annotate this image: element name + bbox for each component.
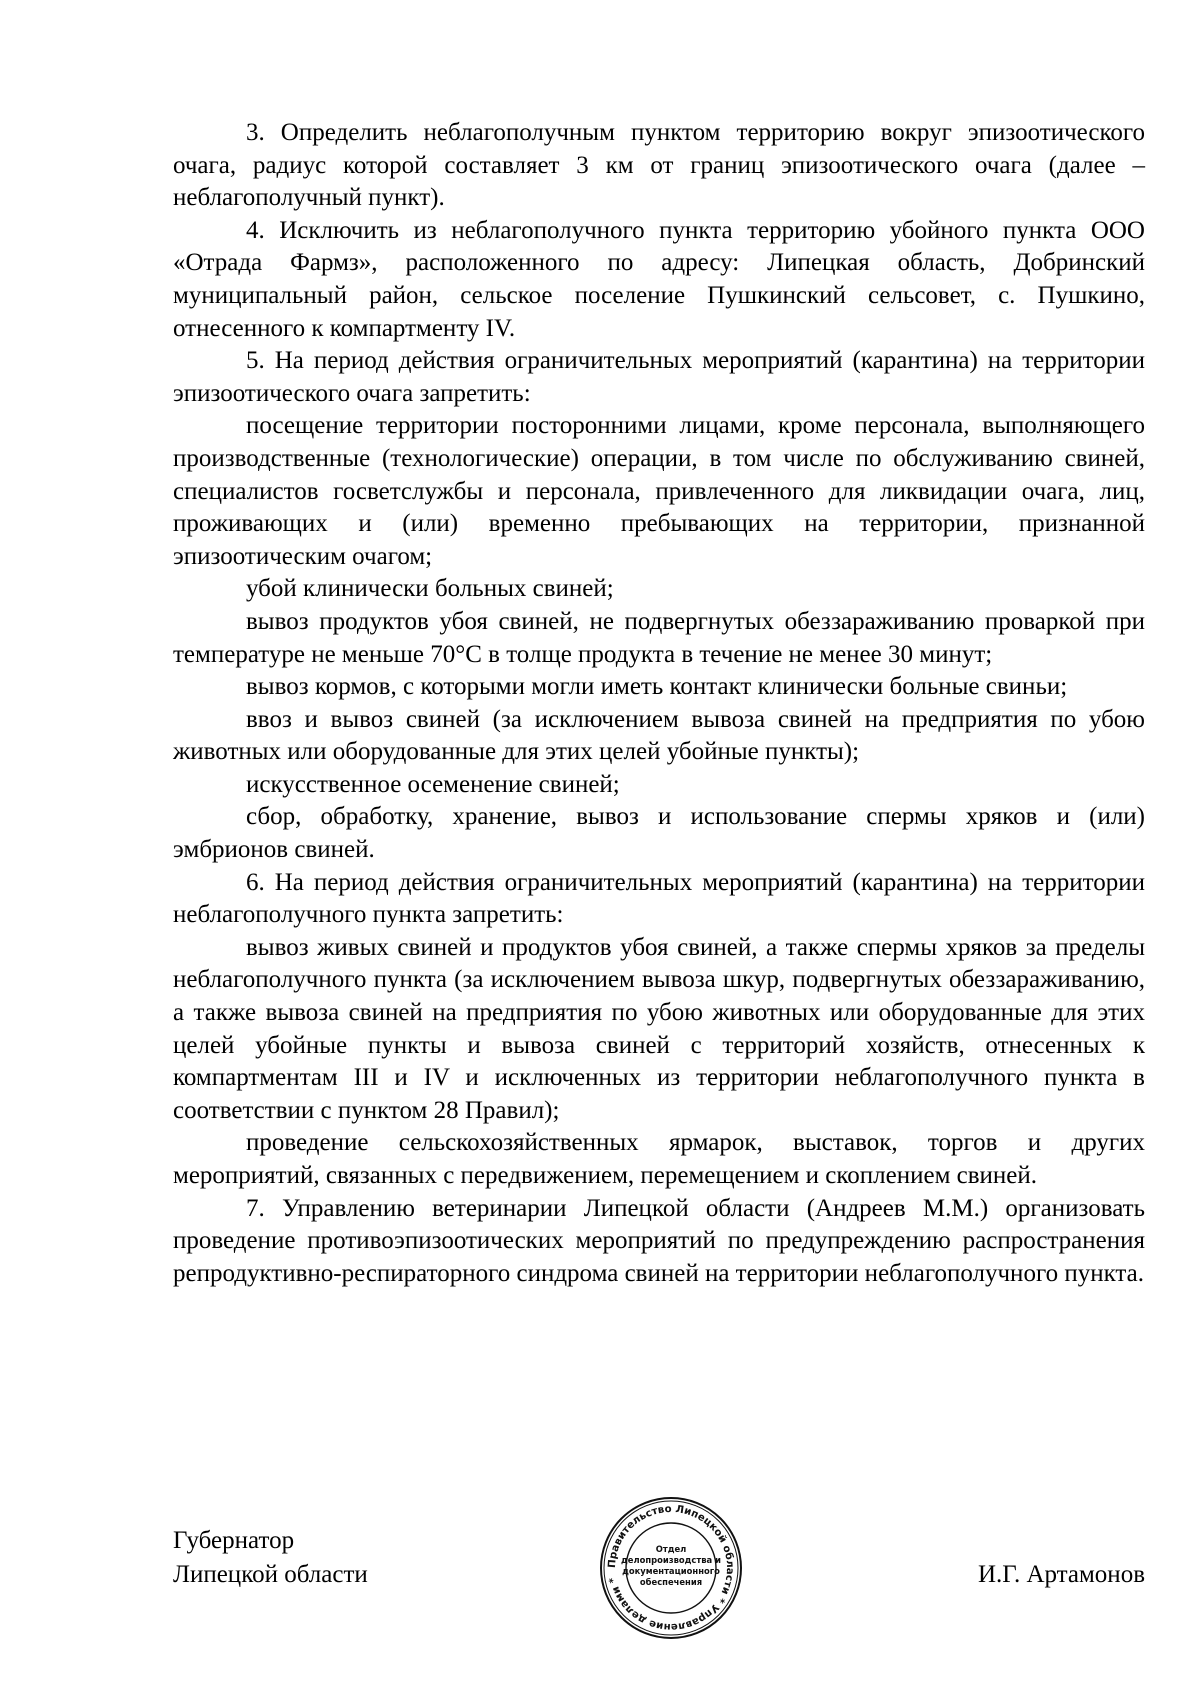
stamp-inner-line2: делопроизводства и: [621, 1555, 721, 1565]
paragraph-4: 4. Исключить из неблагополучного пункта территорию убойного пункта ООО «Отрада Фармз», расположенного по адресу: Липецкая область, Добринский муниципальный район, сельское поселение Пушкинский сельсовет, с. Пушкино, отнесенного к компартменту IV.: [173, 216, 1145, 342]
document-body: [173, 117, 1145, 1290]
signatory-name: И.Г. Артамонов: [978, 1561, 1145, 1588]
paragraph-5-item-insemination: искусственное осеменение свиней;: [246, 770, 620, 798]
paragraph-5: 5. На период действия ограничительных мероприятий (карантина) на территории эпизоотического очага запретить:: [173, 347, 1145, 407]
official-stamp: [599, 1496, 743, 1640]
stamp-inner-line3: документационного: [622, 1566, 720, 1576]
paragraph-6: 6. На период действия ограничительных мероприятий (карантина) на территории неблагополучного пункта запретить:: [173, 868, 1145, 929]
paragraph-5-item-visits: посещение территории посторонними лицами, кроме персонала, выполняющего производственные (технологические) операции, в том числе по обслуживанию свиней, специалистов госветслужбы и персонала, привлеченного для ликвидации очага, лиц, проживающих и (или) временно пребывающих на территории, признанной эпизоотическим очагом;: [173, 412, 1145, 570]
stamp-inner-line4: обеспечения: [639, 1577, 703, 1587]
signatory-role-line2: Липецкой области: [173, 1561, 368, 1588]
signatory-role-line1: Губернатор: [173, 1527, 295, 1554]
paragraph-6-item-fairs: проведение сельскохозяйственных ярмарок, выставок, торгов и других мероприятий, связанных с передвижением, перемещением и скоплением свиней.: [173, 1129, 1145, 1189]
paragraph-5-item-semen: сбор, обработку, хранение, вывоз и использование спермы хряков и (или) эмбрионов свиней.: [173, 803, 1145, 864]
stamp-inner-line1: Отдел: [655, 1544, 687, 1554]
signatory-role: [173, 1524, 368, 1592]
paragraph-6-item-export: вывоз живых свиней и продуктов убоя свиней, а также спермы хряков за пределы неблагополучного пункта (за исключением вывоза шкур, подвергнутых обеззараживанию, а также вывоза свиней на предприятия по убою животных или оборудованные для этих целей убойные пункты и вывоза свиней с территорий хозяйств, отнесенных к компартментам III и IV и исключенных из территории неблагополучного пункта в соответствии с пунктом 28 Правил);: [173, 933, 1145, 1124]
paragraph-5-item-products: вывоз продуктов убоя свиней, не подвергнутых обеззараживанию проваркой при температуре не меньше 70°С в толще продукта в течение не менее 30 минут;: [173, 607, 1145, 668]
paragraph-7: 7. Управлению ветеринарии Липецкой области (Андреев М.М.) организовать проведение противоэпизоотических мероприятий по предупреждению распространения репродуктивно-респираторного синдрома свиней на территории неблагополучного пункта.: [173, 1194, 1145, 1287]
paragraph-5-item-feed: вывоз кормов, с которыми могли иметь контакт клинически больные свиньи;: [246, 673, 1068, 701]
stamp-outer-text: Правительство Липецкой области * Управление делами *: [606, 1503, 736, 1633]
paragraph-5-item-transport: ввоз и вывоз свиней (за исключением вывоза свиней на предприятия по убою животных или оборудованные для этих целей убойные пункты);: [173, 705, 1145, 766]
paragraph-3: 3. Определить неблагополучным пунктом территорию вокруг эпизоотического очага, радиус которой составляет 3 км от границ эпизоотического очага (далее – неблагополучный пункт).: [173, 119, 1145, 212]
paragraph-5-item-slaughter: убой клинически больных свиней;: [246, 575, 614, 603]
